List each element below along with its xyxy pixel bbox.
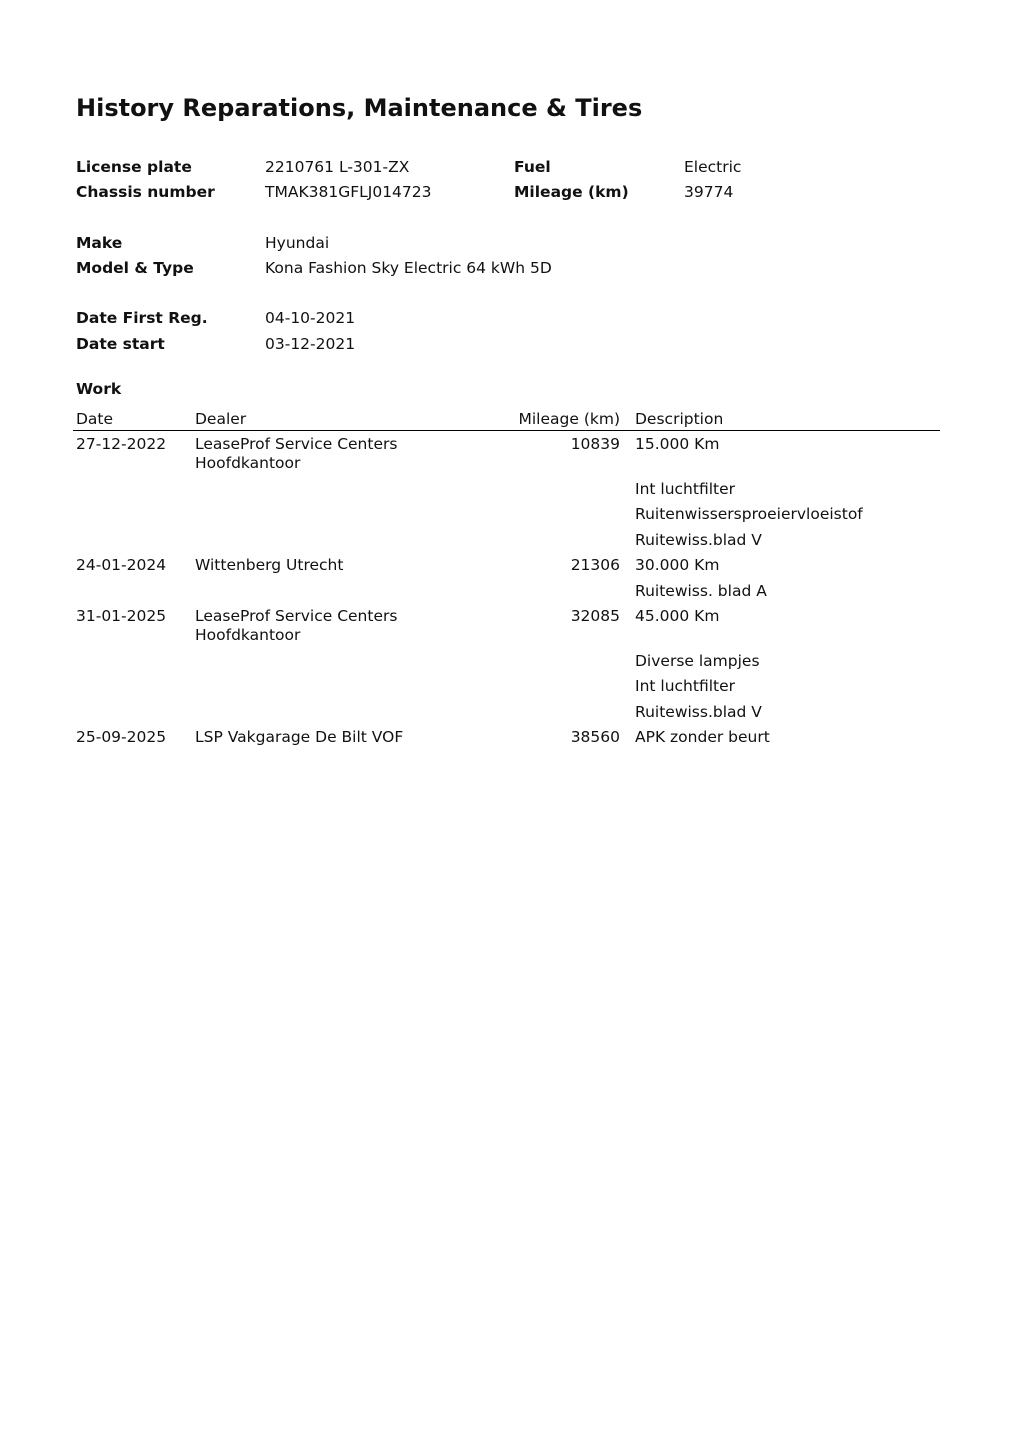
header-description: Description [635,410,724,428]
row-mileage: 21306 [570,556,620,574]
first-reg-value: 04-10-2021 [265,309,356,327]
row-descriptions [635,554,940,605]
row-description-item: Ruitewiss.blad V [635,530,762,549]
license-plate-label: License plate [76,158,192,176]
make-label: Make [76,234,123,252]
row-description-item: 15.000 Km [635,435,720,453]
row-descriptions [635,726,940,752]
row-dealer: Wittenberg Utrecht [195,556,344,574]
row-date: 24-01-2024 [76,556,167,574]
fuel-value: Electric [684,158,742,176]
start-value: 03-12-2021 [265,335,356,353]
row-description-item: Ruitewiss.blad V [635,702,762,721]
row-mileage: 38560 [570,728,620,746]
row-description-item: Int luchtfilter [635,479,736,498]
table-row [73,726,940,752]
row-dealer: LeaseProf Service Centers Hoofdkantoor [195,435,398,472]
mileage-value: 39774 [684,183,734,201]
table-row [73,433,940,554]
row-descriptions [635,605,940,726]
row-dealer: LSP Vakgarage De Bilt VOF [195,728,404,746]
row-date: 31-01-2025 [76,607,167,625]
fuel-label: Fuel [514,158,551,176]
row-description-item: 30.000 Km [635,556,720,574]
row-description-item: Ruitewiss. blad A [635,581,767,600]
table-row [73,554,940,605]
start-label: Date start [76,335,165,353]
row-mileage: 10839 [570,435,620,453]
work-table-body [73,431,940,752]
row-description-item: 45.000 Km [635,607,720,625]
work-table-header [73,408,940,431]
row-description-item: APK zonder beurt [635,728,770,746]
row-descriptions [635,433,940,554]
mileage-label: Mileage (km) [514,183,629,201]
row-date: 25-09-2025 [76,728,167,746]
row-description-item: Int luchtfilter [635,677,736,695]
model-label: Model & Type [76,259,194,277]
chassis-value: TMAK381GFLJ014723 [265,183,432,201]
make-value: Hyundai [265,234,330,252]
row-description-item: Ruitenwissersproeiervloeistof [635,505,863,523]
row-mileage: 32085 [570,607,620,625]
chassis-label: Chassis number [76,183,215,201]
model-value: Kona Fashion Sky Electric 64 kWh 5D [265,259,552,277]
table-row [73,605,940,726]
header-mileage: Mileage (km) [518,410,620,428]
first-reg-label: Date First Reg. [76,309,208,327]
header-dealer: Dealer [195,410,247,428]
row-date: 27-12-2022 [76,435,167,453]
row-description-item: Diverse lampjes [635,651,760,670]
work-table [73,408,940,752]
work-section-title: Work [76,380,122,398]
page-title: History Reparations, Maintenance & Tires [76,94,643,122]
license-plate-value: 2210761 L-301-ZX [265,158,410,176]
header-date: Date [76,410,114,428]
row-dealer: LeaseProf Service Centers Hoofdkantoor [195,607,398,644]
